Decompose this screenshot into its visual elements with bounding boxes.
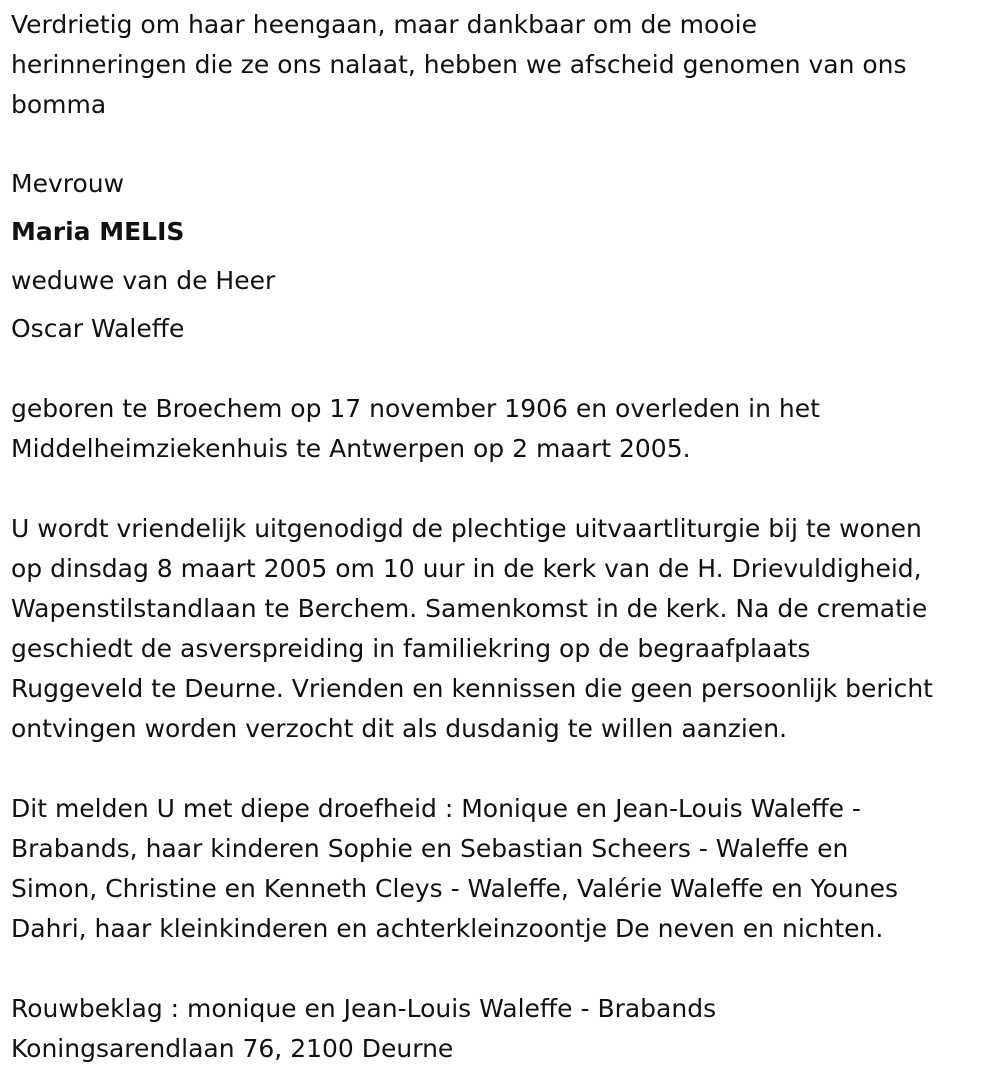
ceremony-line: ontvingen worden verzocht dit als dusdanig te willen aanzien.	[11, 714, 788, 743]
ceremony-line: geschiedt de asverspreiding in familiekring op de begraafplaats	[11, 634, 811, 663]
salutation: Mevrouw	[11, 169, 125, 198]
ceremony-line: Ruggeveld te Deurne. Vrienden en kennissen die geen persoonlijk bericht	[11, 674, 933, 703]
family-line: Dit melden U met diepe droefheid : Monique en Jean-Louis Waleffe -	[11, 794, 861, 823]
family-line: Simon, Christine en Kenneth Cleys - Waleffe, Valérie Waleffe en Younes	[11, 874, 899, 903]
condolence-line: Koningsarendlaan 76, 2100 Deurne	[11, 1034, 454, 1063]
family-line: Dahri, haar kleinkinderen en achterkleinzoontje De neven en nichten.	[11, 914, 884, 943]
deceased-name: Maria MELIS	[11, 217, 185, 246]
intro-line: herinneringen die ze ons nalaat, hebben we afscheid genomen van ons	[11, 50, 907, 79]
ceremony-line: Wapenstilstandlaan te Berchem. Samenkomst in de kerk. Na de crematie	[11, 594, 928, 623]
ceremony-line: op dinsdag 8 maart 2005 om 10 uur in de kerk van de H. Drievuldigheid,	[11, 554, 922, 583]
birth-death-line: geboren te Broechem op 17 november 1906 en overleden in het	[11, 394, 820, 423]
spouse-name: Oscar Waleffe	[11, 314, 185, 343]
relation-text: weduwe van de Heer	[11, 266, 276, 295]
ceremony-line: U wordt vriendelijk uitgenodigd de plechtige uitvaartliturgie bij te wonen	[11, 514, 922, 543]
intro-line: Verdrietig om haar heengaan, maar dankbaar om de mooie	[11, 10, 757, 39]
condolence-line: Rouwbeklag : monique en Jean-Louis Waleffe - Brabands	[11, 994, 717, 1023]
family-line: Brabands, haar kinderen Sophie en Sebastian Scheers - Waleffe en	[11, 834, 849, 863]
birth-death-line: Middelheimziekenhuis te Antwerpen op 2 maart 2005.	[11, 434, 691, 463]
intro-line: bomma	[11, 90, 107, 119]
